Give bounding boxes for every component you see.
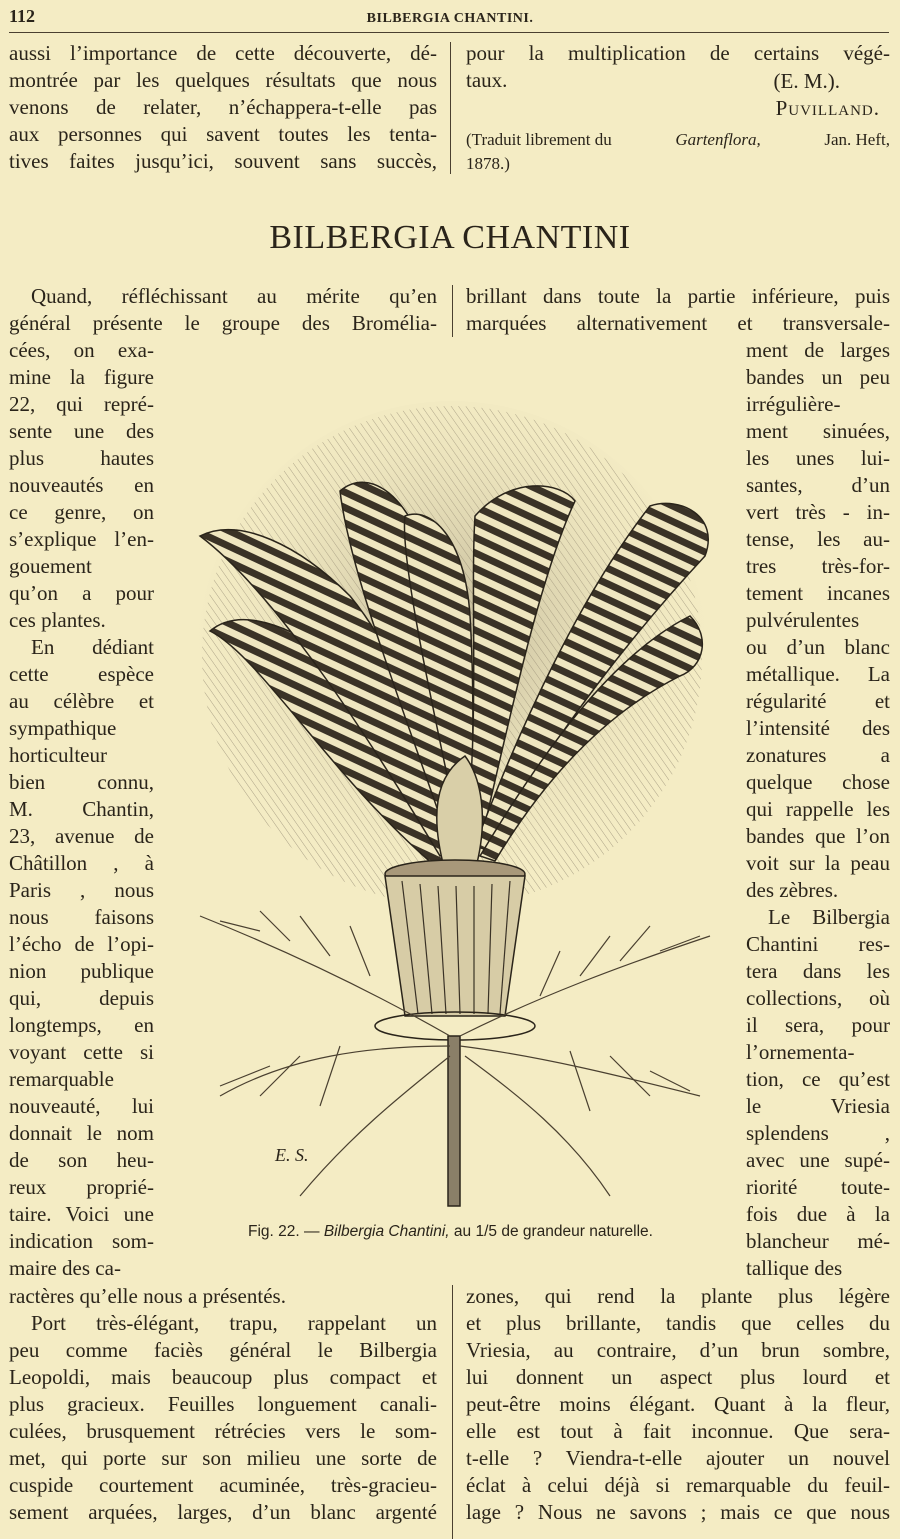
right-bottom-line: lui donnent un aspect plus lourd et (466, 1365, 890, 1389)
right-narrow-line: métallique. La (746, 662, 890, 686)
right-narrow-line: tres très-for- (746, 554, 890, 578)
right-narrow-line: avec une supé- (746, 1148, 890, 1172)
prev-article-source (466, 128, 890, 176)
left-narrow-line: nous faisons (9, 905, 154, 929)
source-prefix: (Traduit librement du (466, 130, 612, 149)
prev-left-line: aux personnes qui savent toutes les tenta- (9, 122, 437, 146)
left-narrow-line: donnait le nom (9, 1121, 154, 1145)
left-narrow-line: s’explique l’en- (9, 527, 154, 551)
page-number: 112 (9, 6, 36, 26)
right-narrow-line: zonatures a (746, 743, 890, 767)
right-bottom-line: lage ? Nous ne savons ; mais ce que nous (466, 1500, 890, 1524)
left-narrow-line: 22, qui repré- (9, 392, 154, 416)
right-narrow-line: bandes un peu (746, 365, 890, 389)
right-narrow-line: tense, les au- (746, 527, 890, 551)
left-narrow-line: maire des ca- (9, 1256, 121, 1280)
left-bottom-line: Leopoldi, mais beaucoup plus compact et (9, 1365, 437, 1389)
right-narrow-line: Chantini res- (746, 932, 890, 956)
right-narrow-line: tallique des (746, 1256, 843, 1280)
left-top-line: Quand, réfléchissant au mérite qu’en (31, 284, 437, 308)
prev-right-line: taux. (466, 68, 508, 92)
left-bottom-line: sement arquées, larges, d’un blanc argenté (9, 1500, 437, 1524)
right-narrow-line: des zèbres. (746, 878, 839, 902)
source-journal: Gartenflora, (675, 130, 761, 149)
running-title: BILBERGIA CHANTINI. (366, 11, 534, 26)
left-narrow-line: au célèbre et (9, 689, 154, 713)
right-bottom-line: éclat à celui déjà si remarquable du feuil- (466, 1473, 890, 1497)
figure-caption (188, 1222, 713, 1242)
left-narrow-line: remarquable (9, 1067, 114, 1091)
prev-article-author: Puvilland. (775, 96, 880, 120)
left-narrow-line: l’écho de l’opi- (9, 932, 154, 956)
left-narrow-line: nion publique (9, 959, 154, 983)
right-narrow-line: collections, où (746, 986, 890, 1010)
left-narrow-line: nouveauté, lui (9, 1094, 154, 1118)
right-bottom-line: peut-être moins élégant. Quant à la fleur, (466, 1392, 890, 1416)
right-narrow-line: qui rappelle les (746, 797, 890, 821)
left-narrow-line: En dédiant (31, 635, 154, 659)
left-narrow-line: plus hautes (9, 446, 154, 470)
left-narrow-line: qu’on a pour (9, 581, 154, 605)
right-narrow-line: fois due à la (746, 1202, 890, 1226)
column-rule-top (450, 42, 451, 174)
left-narrow-line: gouement (9, 554, 92, 578)
flower-pot (375, 860, 535, 1206)
left-narrow-line: de son heu- (9, 1148, 154, 1172)
right-narrow-line: riorité toute- (746, 1175, 890, 1199)
left-narrow-line: taire. Voici une (9, 1202, 154, 1226)
left-narrow-line: voyant cette si (9, 1040, 154, 1064)
prev-left-line: montrée par les quelques résultats que nous (9, 68, 437, 92)
left-bottom-line: peu comme faciès général le Bilbergia (9, 1338, 437, 1362)
plant-illustration (180, 396, 725, 1216)
caption-prefix: Fig. 22. — (248, 1223, 320, 1240)
caption-italic: Bilbergia Chantini, (323, 1223, 450, 1240)
left-narrow-line: nouveautés en (9, 473, 154, 497)
left-narrow-line: indication som- (9, 1229, 154, 1253)
left-narrow-line: longtemps, en (9, 1013, 154, 1037)
right-narrow-line: tera dans les (746, 959, 890, 983)
caption-suffix: au 1/5 de grandeur naturelle. (453, 1223, 653, 1240)
prev-article-initials: (E. M.). (773, 69, 840, 93)
right-narrow-line: ou d’un blanc (746, 635, 890, 659)
source-suffix: Jan. Heft, (824, 130, 890, 149)
prev-left-line: aussi l’importance de cette découverte, dé- (9, 41, 437, 65)
left-narrow-line: Châtillon , à (9, 851, 154, 875)
right-narrow-line: splendens , (746, 1121, 890, 1145)
article-title: BILBERGIA CHANTINI (269, 219, 631, 256)
right-bottom-line: zones, qui rend la plante plus légère (466, 1284, 890, 1308)
left-bottom-line: plus gracieux. Feuilles longuement canali- (9, 1392, 437, 1416)
right-narrow-line: l’ornementa- (746, 1040, 855, 1064)
prev-right-line: pour la multiplication de certains végé- (466, 41, 890, 65)
prev-left-line: venons de relater, n’échappera-t-elle pas (9, 95, 437, 119)
prev-left-line: tives faites jusqu’ici, souvent sans succès, (9, 149, 437, 173)
right-bottom-line: elle est tout à fait inconnue. Que sera- (466, 1419, 890, 1443)
right-narrow-line: vert très - in- (746, 500, 890, 524)
left-narrow-line: ces plantes. (9, 608, 106, 632)
source-year: 1878.) (466, 154, 510, 173)
right-narrow-line: pulvérulentes (746, 608, 860, 632)
right-narrow-line: ment de larges (746, 338, 890, 362)
left-bottom-line: ractères qu’elle nous a présentés. (9, 1284, 286, 1308)
left-narrow-line: 23, avenue de (9, 824, 154, 848)
right-narrow-line: l’intensité des (746, 716, 890, 740)
right-narrow-line: le Vriesia (746, 1094, 890, 1118)
right-top-line: marquées alternativement et transversale- (466, 311, 890, 335)
column-rule-bottom (452, 1285, 453, 1539)
left-bottom-line: culées, brusquement rétrécies vers le som- (9, 1419, 437, 1443)
right-bottom-line: Vriesia, au contraire, d’un brun sombre, (466, 1338, 890, 1362)
left-narrow-line: sente une des (9, 419, 154, 443)
left-narrow-line: M. Chantin, (9, 797, 154, 821)
left-narrow-line: mine la figure (9, 365, 154, 389)
column-rule-article (452, 285, 453, 337)
left-narrow-line: cette espèce (9, 662, 154, 686)
left-narrow-line: sympathique (9, 716, 117, 740)
left-bottom-line: Port très-élégant, trapu, rappelant un (31, 1311, 437, 1335)
right-narrow-line: voit sur la peau (746, 851, 890, 875)
right-narrow-line: Le Bilbergia (768, 905, 890, 929)
right-narrow-line: quelque chose (746, 770, 890, 794)
right-narrow-line: ment sinuées, (746, 419, 890, 443)
right-bottom-line: t-elle ? Viendra-t-elle ajouter un nouvel (466, 1446, 890, 1470)
left-narrow-line: bien connu, (9, 770, 154, 794)
right-narrow-line: blancheur mé- (746, 1229, 890, 1253)
left-bottom-line: met, qui porte sur son milieu une sorte de (9, 1446, 437, 1470)
right-top-line: brillant dans toute la partie inférieure, puis (466, 284, 890, 308)
artist-signature: E. S. (275, 1145, 309, 1165)
right-narrow-line: santes, d’un (746, 473, 890, 497)
left-narrow-line: horticulteur (9, 743, 107, 767)
right-narrow-line: tion, ce qu’est (746, 1067, 890, 1091)
header-rule (9, 32, 889, 33)
right-bottom-line: et plus brillante, tandis que celles du (466, 1311, 890, 1335)
right-narrow-line: irrégulière- (746, 392, 841, 416)
right-narrow-line: tement incanes (746, 581, 890, 605)
left-narrow-line: Paris , nous (9, 878, 154, 902)
right-narrow-line: régularité et (746, 689, 890, 713)
right-narrow-line: il sera, pour (746, 1013, 890, 1037)
left-narrow-line: reux proprié- (9, 1175, 154, 1199)
left-narrow-line: ce genre, on (9, 500, 154, 524)
left-bottom-line: cuspide courtement acuminée, très-gracieu- (9, 1473, 437, 1497)
left-narrow-line: cées, on exa- (9, 338, 154, 362)
left-narrow-line: qui, depuis (9, 986, 154, 1010)
right-narrow-line: les unes lui- (746, 446, 890, 470)
right-narrow-line: bandes que l’on (746, 824, 890, 848)
left-top-line: général présente le groupe des Broméliа- (9, 311, 437, 335)
